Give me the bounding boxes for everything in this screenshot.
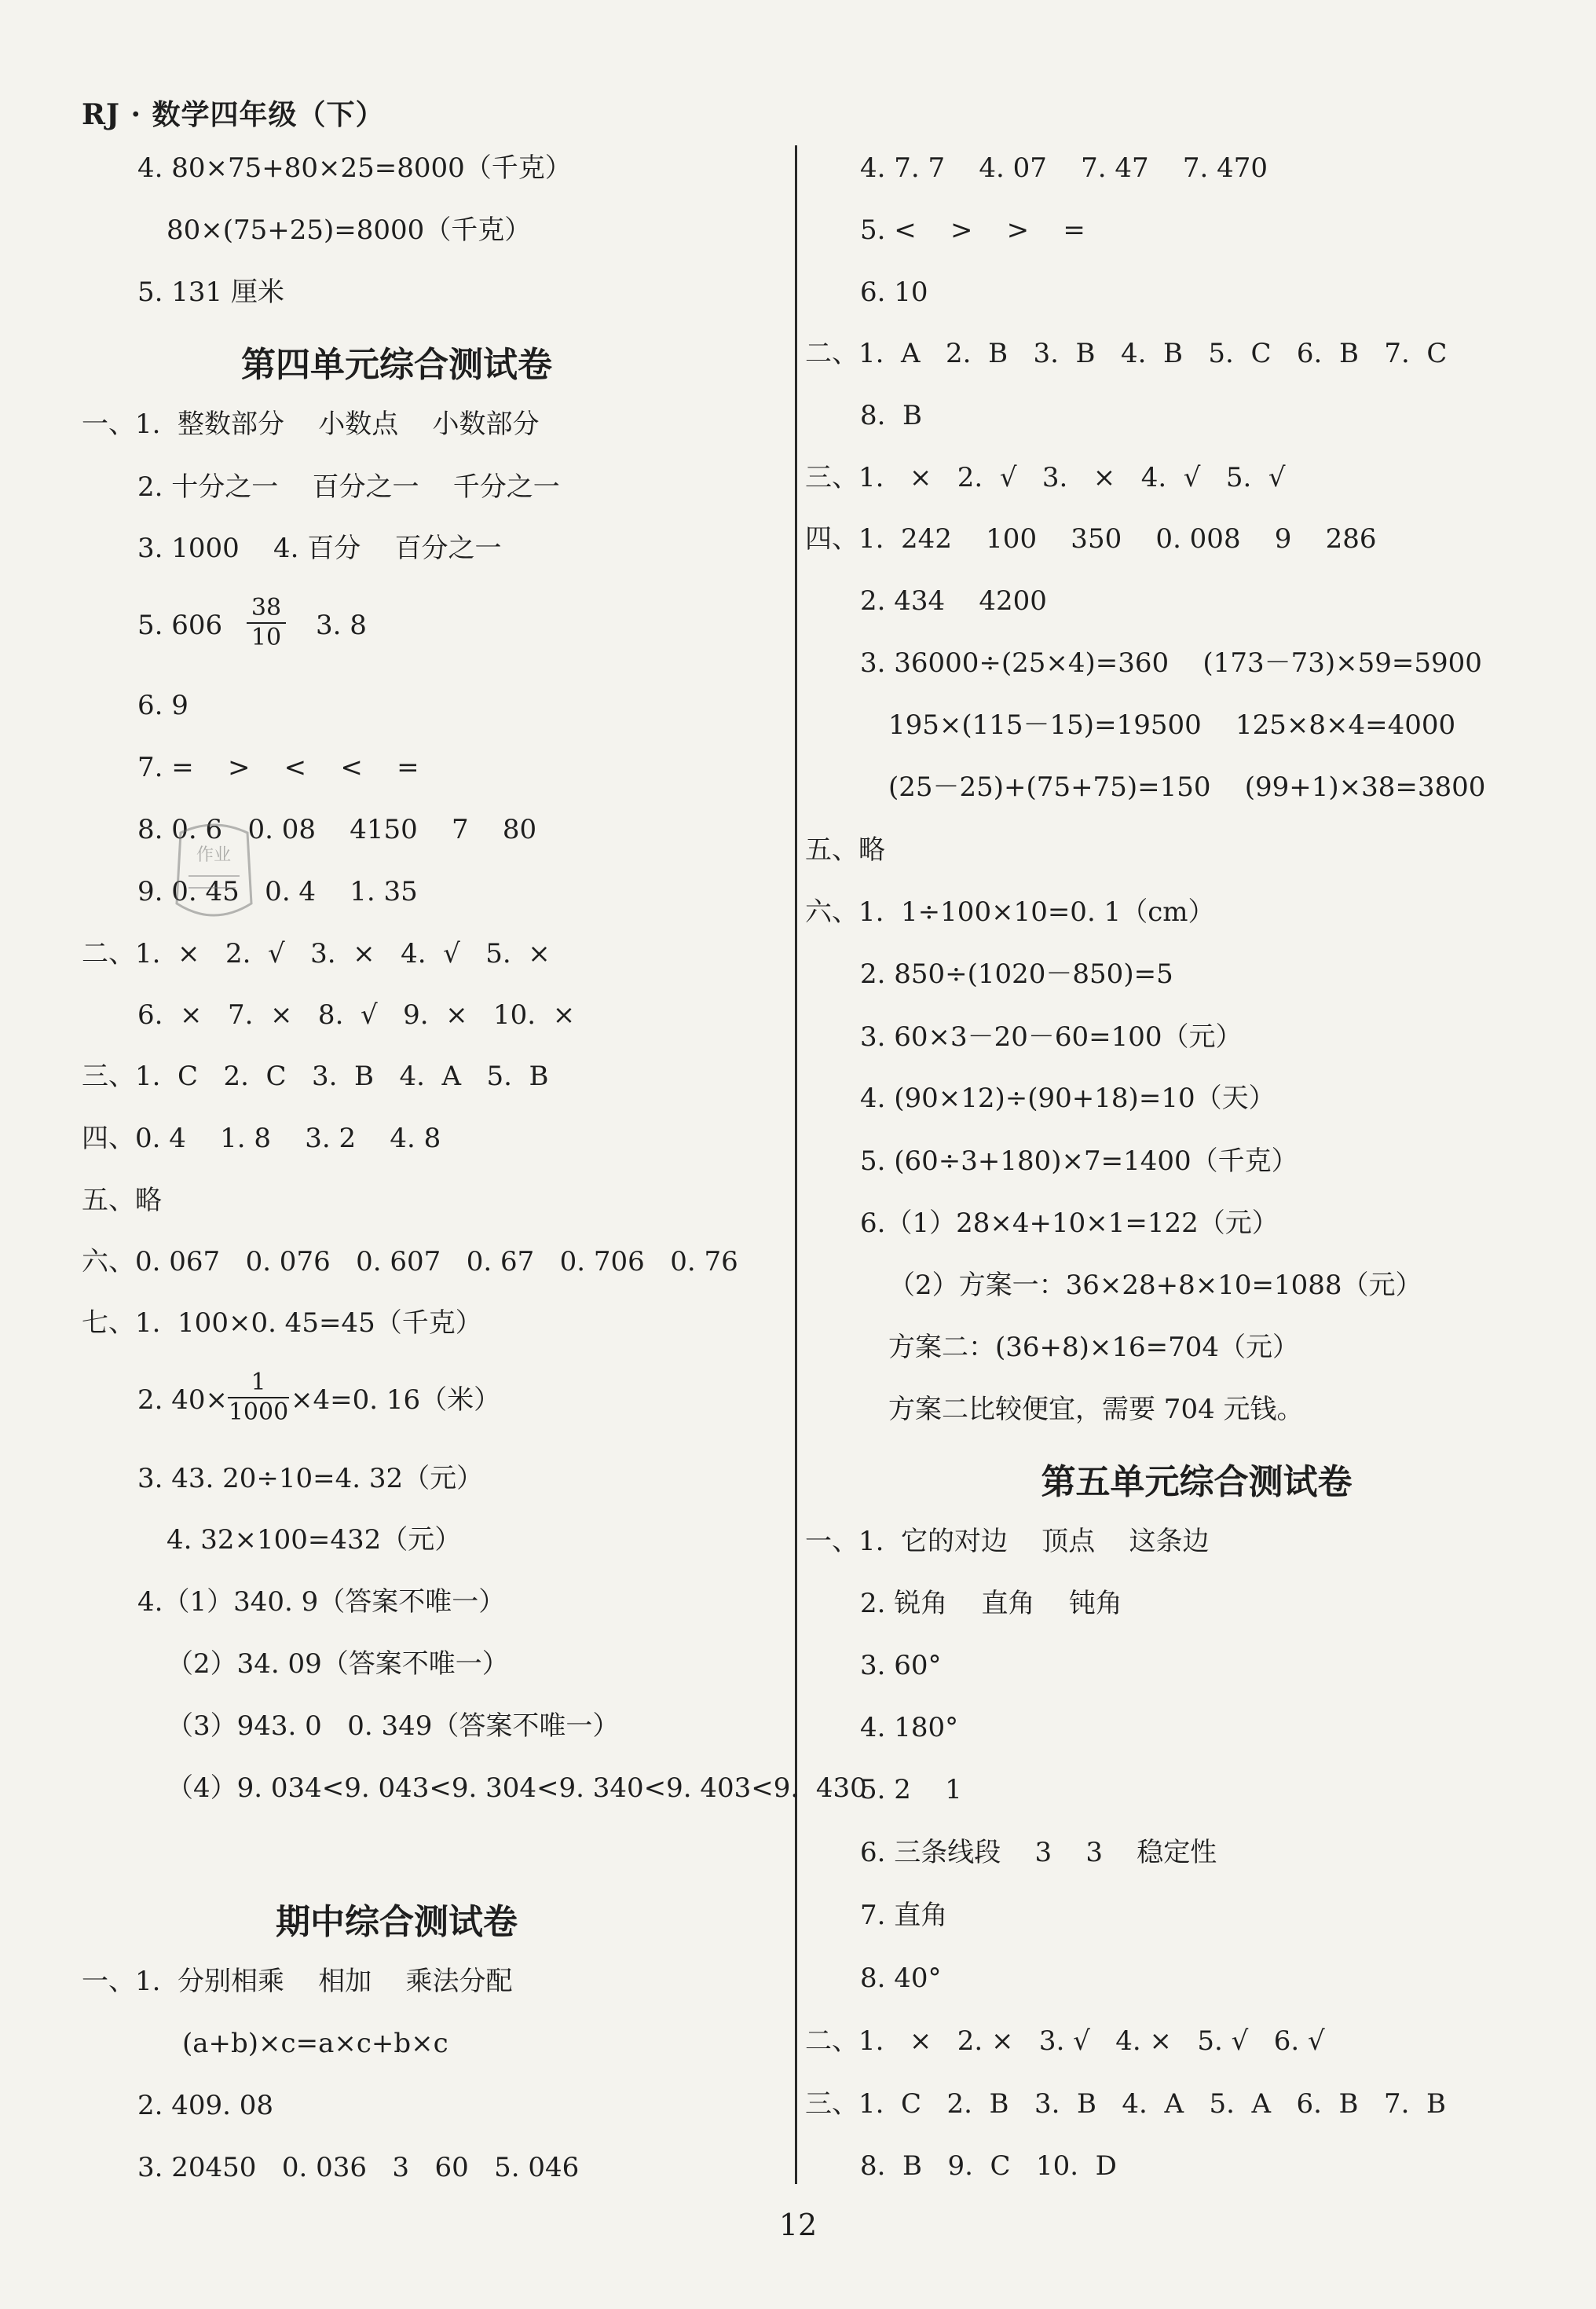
fraction: [228, 1369, 289, 1427]
answer-line: 七、1. 100×0. 45=45（千克）: [82, 1307, 482, 1339]
answer-line: 6. 三条线段 3 3 稳定性: [860, 1837, 1217, 1868]
answer-line: 4.（1）340. 9（答案不唯一）: [137, 1586, 506, 1618]
answer-line: 7. 直角: [860, 1900, 948, 1931]
answer-line: 一、1. 分别相乘 相加 乘法分配: [82, 1966, 513, 1997]
section-title-unit4: 第四单元综合测试卷: [241, 345, 552, 385]
answer-line: （3）943. 0 0. 349（答案不唯一）: [167, 1710, 620, 1742]
answer-line: 6.（1）28×4+10×1=122（元）: [860, 1208, 1279, 1239]
fraction-numerator: 1: [228, 1369, 289, 1398]
answer-line: 4. 80×75+80×25=8000（千克）: [137, 152, 572, 184]
answer-line: 8. B 9. C 10. D: [860, 2150, 1117, 2182]
answer-line: 4. 180°: [860, 1712, 959, 1743]
answer-line: 四、1. 242 100 350 0. 008 9 286: [805, 523, 1377, 555]
answer-line: 二、1. A 2. B 3. B 4. B 5. C 6. B 7. C: [805, 338, 1448, 369]
answer-line: 7. = > < < =: [137, 752, 419, 783]
answer-line: 3. 60°: [860, 1650, 942, 1681]
section-title-unit5: 第五单元综合测试卷: [1041, 1462, 1353, 1502]
answer-line: 三、1. C 2. B 3. B 4. A 5. A 6. B 7. B: [805, 2088, 1446, 2120]
answer-line: 2. 850÷(1020－850)=5: [860, 958, 1173, 990]
answer-line: 80×(75+25)=8000（千克）: [167, 214, 532, 246]
answer-line: 3. 60×3－20－60=100（元）: [860, 1021, 1243, 1053]
answer-line: 5. 131 厘米: [137, 277, 284, 308]
watermark-stamp-icon: [165, 817, 263, 935]
answer-line: 195×(115－15)=19500 125×8×4=4000: [888, 709, 1456, 741]
answer-line: 2. 409. 08: [137, 2090, 274, 2121]
fraction-denominator: 1000: [228, 1398, 289, 1426]
answer-line: 2. 锐角 直角 钝角: [860, 1588, 1122, 1619]
answer-line: 3. 36000÷(25×4)=360 (173－73)×59=5900: [860, 647, 1482, 679]
section-title-midterm: 期中综合测试卷: [276, 1902, 518, 1942]
answer-line: 5. (60÷3+180)×7=1400（千克）: [860, 1145, 1298, 1177]
answer-line: 方案二：(36+8)×16=704（元）: [888, 1332, 1300, 1363]
answer-line: 五、略: [805, 834, 885, 866]
answer-line: 六、0. 067 0. 076 0. 607 0. 67 0. 706 0. 76: [82, 1246, 738, 1277]
answer-line: 4. 32×100=432（元）: [167, 1524, 462, 1556]
answer-line: 六、1. 1÷100×10=0. 1（cm）: [805, 896, 1215, 928]
answer-line: 4. 7. 7 4. 07 7. 47 7. 470: [860, 152, 1268, 184]
answer-line: 5. 606: [137, 610, 223, 641]
stamp-text: 作业: [196, 845, 232, 865]
answer-line: 9. 0. 45 0. 4 1. 35: [137, 876, 418, 907]
answer-line: 4. (90×12)÷(90+18)=10（天）: [860, 1083, 1276, 1114]
answer-line: 3. 43. 20÷10=4. 32（元）: [137, 1463, 484, 1494]
answer-line: 二、1. × 2. √ 3. × 4. √ 5. ×: [82, 938, 551, 969]
answer-line: 四、0. 4 1. 8 3. 2 4. 8: [82, 1123, 441, 1154]
answer-line: 5. 2 1: [860, 1774, 962, 1805]
answer-line: 8. B: [860, 400, 923, 431]
answer-line: （2）34. 09（答案不唯一）: [167, 1648, 509, 1680]
answer-line: 3. 20450 0. 036 3 60 5. 046: [137, 2152, 580, 2183]
answer-line: 一、1. 整数部分 小数点 小数部分: [82, 409, 540, 440]
answer-line: 3. 8: [316, 610, 367, 641]
answer-line: 一、1. 它的对边 顶点 这条边: [805, 1526, 1210, 1557]
answer-line: 三、1. × 2. √ 3. × 4. √ 5. √: [805, 462, 1286, 493]
answer-line: 五、略: [82, 1185, 162, 1216]
fraction-numerator: 38: [247, 594, 286, 624]
answer-line: 二、1. × 2. × 3. √ 4. × 5. √ 6. √: [805, 2025, 1325, 2057]
answer-line: 2. 十分之一 百分之一 千分之一: [137, 471, 560, 503]
answer-line: (a+b)×c=a×c+b×c: [182, 2028, 448, 2059]
answer-line: （2）方案一：36×28+8×10=1088（元）: [888, 1270, 1422, 1301]
answer-line: ×4=0. 16（米）: [291, 1384, 501, 1416]
answer-line: 3. 1000 4. 百分 百分之一: [137, 533, 502, 564]
fraction: [247, 594, 286, 652]
fraction-denominator: 10: [251, 624, 282, 651]
answer-line: 8. 40°: [860, 1963, 942, 1994]
answer-line: 2. 434 4200: [860, 585, 1047, 617]
answer-line: 6. 10: [860, 277, 928, 308]
answer-line: （4）9. 034<9. 043<9. 304<9. 340<9. 403<9. 430: [167, 1772, 867, 1804]
answer-line: 三、1. C 2. C 3. B 4. A 5. B: [82, 1061, 549, 1092]
answer-line: 5. < > > =: [860, 214, 1085, 246]
answer-line: 6. × 7. × 8. √ 9. × 10. ×: [137, 999, 576, 1031]
answer-line: 6. 9: [137, 690, 189, 721]
answer-line: 8. 0. 6 0. 08 4150 7 80: [137, 814, 537, 845]
column-divider: [795, 145, 797, 2184]
answer-line: (25－25)+(75+75)=150 (99+1)×38=3800: [888, 771, 1486, 803]
page-header: RJ · 数学四年级（下）: [82, 98, 385, 131]
page-number: 12: [778, 2208, 818, 2242]
answer-line: 方案二比较便宜，需要 704 元钱。: [888, 1394, 1304, 1425]
answer-line: 2. 40×: [137, 1384, 228, 1416]
